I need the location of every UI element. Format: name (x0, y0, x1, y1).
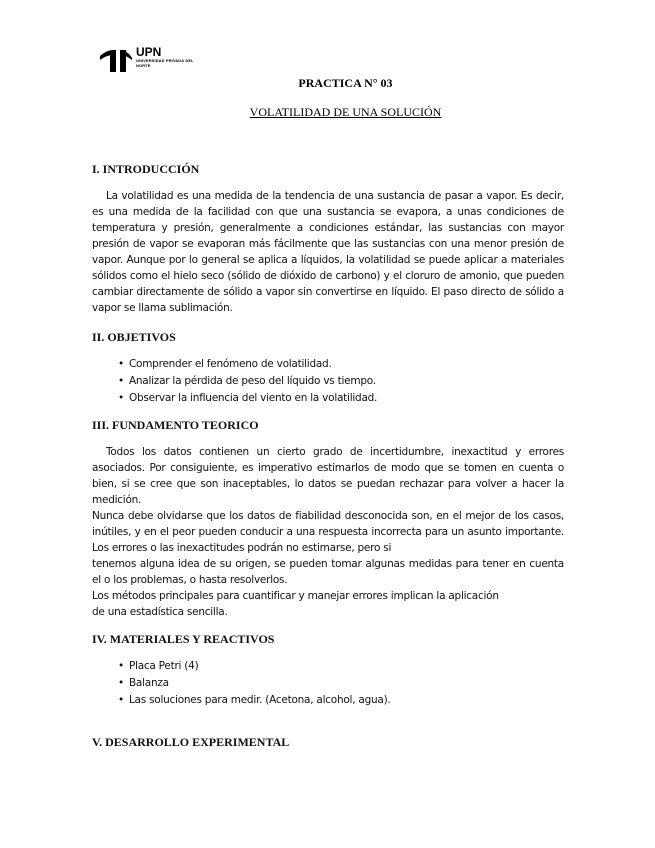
materiales-list (118, 658, 391, 709)
section-heading-fundamento: III. FUNDAMENTO TEORICO (92, 418, 259, 432)
list-item: • Las soluciones para medir. (Acetona, alcohol, agua). (118, 692, 391, 709)
list-item: • Placa Petri (4) (118, 658, 391, 675)
fundamento-paragraph-4: Los métodos principales para cuantificar y manejar errores implican la aplicación (92, 590, 499, 602)
section-heading-materiales: IV. MATERIALES Y REACTIVOS (92, 632, 275, 646)
practice-subtitle: VOLATILIDAD DE UNA SOLUCIÓN (249, 105, 442, 119)
section-heading-objetivos: II. OBJETIVOS (92, 330, 176, 344)
list-item: • Analizar la pérdida de peso del líquido vs tiempo. (118, 373, 377, 390)
objetivos-list (118, 356, 377, 407)
list-item: • Observar la influencia del viento en la volatilidad. (118, 390, 377, 407)
introduccion-paragraph: La volatilidad es una medida de la tendencia de una sustancia de pasar a vapor. Es decir, es una medida de la facilidad con que una sustancia se evapora, a unas condiciones de temperatura y presión, generalmente a condiciones estándar, las sustancias con mayor presión de vapor se evaporan más fácilmente que las sustancias con una menor presión de vapor. Aunque por lo general se aplica a líquidos, la volatilidad se puede aplicar a materiales sólidos como el hielo seco (sólido de dióxido de carbono) y el cloruro de amonio, que pueden cambiar directamente de sólido a vapor sin convertirse en líquido. El paso directo de sólido a vapor se llama sublimación. (92, 190, 564, 314)
fundamento-paragraph-5: de una estadística sencilla. (92, 606, 228, 618)
fundamento-paragraph-1: Todos los datos contienen un cierto grado de incertidumbre, inexactitud y errores asociados. Por consiguiente, es imperativo estimarlos de modo que se tomen en cuenta o bien, si se cree que son inaceptables, lo datos se puedan rechazar para volver a hacer la medición. (92, 446, 564, 506)
logo-subtitle: UNIVERSIDAD PRIVADA DEL NORTE (136, 58, 194, 68)
upn-logo (98, 45, 194, 76)
upn-emblem-icon (98, 46, 134, 76)
list-item: • Comprender el fenómeno de volatilidad. (118, 356, 377, 373)
section-heading-introduccion: I. INTRODUCCIÓN (92, 162, 200, 176)
fundamento-paragraph-3: tenemos alguna idea de su origen, se pueden tomar algunas medidas para tener en cuenta el o los problemas, o hasta resolverlos. (92, 558, 564, 586)
list-item: • Balanza (118, 675, 391, 692)
section-heading-desarrollo: V. DESARROLLO EXPERIMENTAL (92, 735, 290, 749)
logo-name: UPN (136, 45, 162, 59)
fundamento-paragraph-2: Nunca debe olvidarse que los datos de fiabilidad desconocida son, en el mejor de los casos, inútiles, y en el peor pueden conducir a una respuesta incorrecta para un asunto importante. Los errores o las inexactitudes podrán no estimarse, pero si (92, 510, 564, 554)
practice-title: PRACTICA N° 03 (298, 76, 393, 90)
